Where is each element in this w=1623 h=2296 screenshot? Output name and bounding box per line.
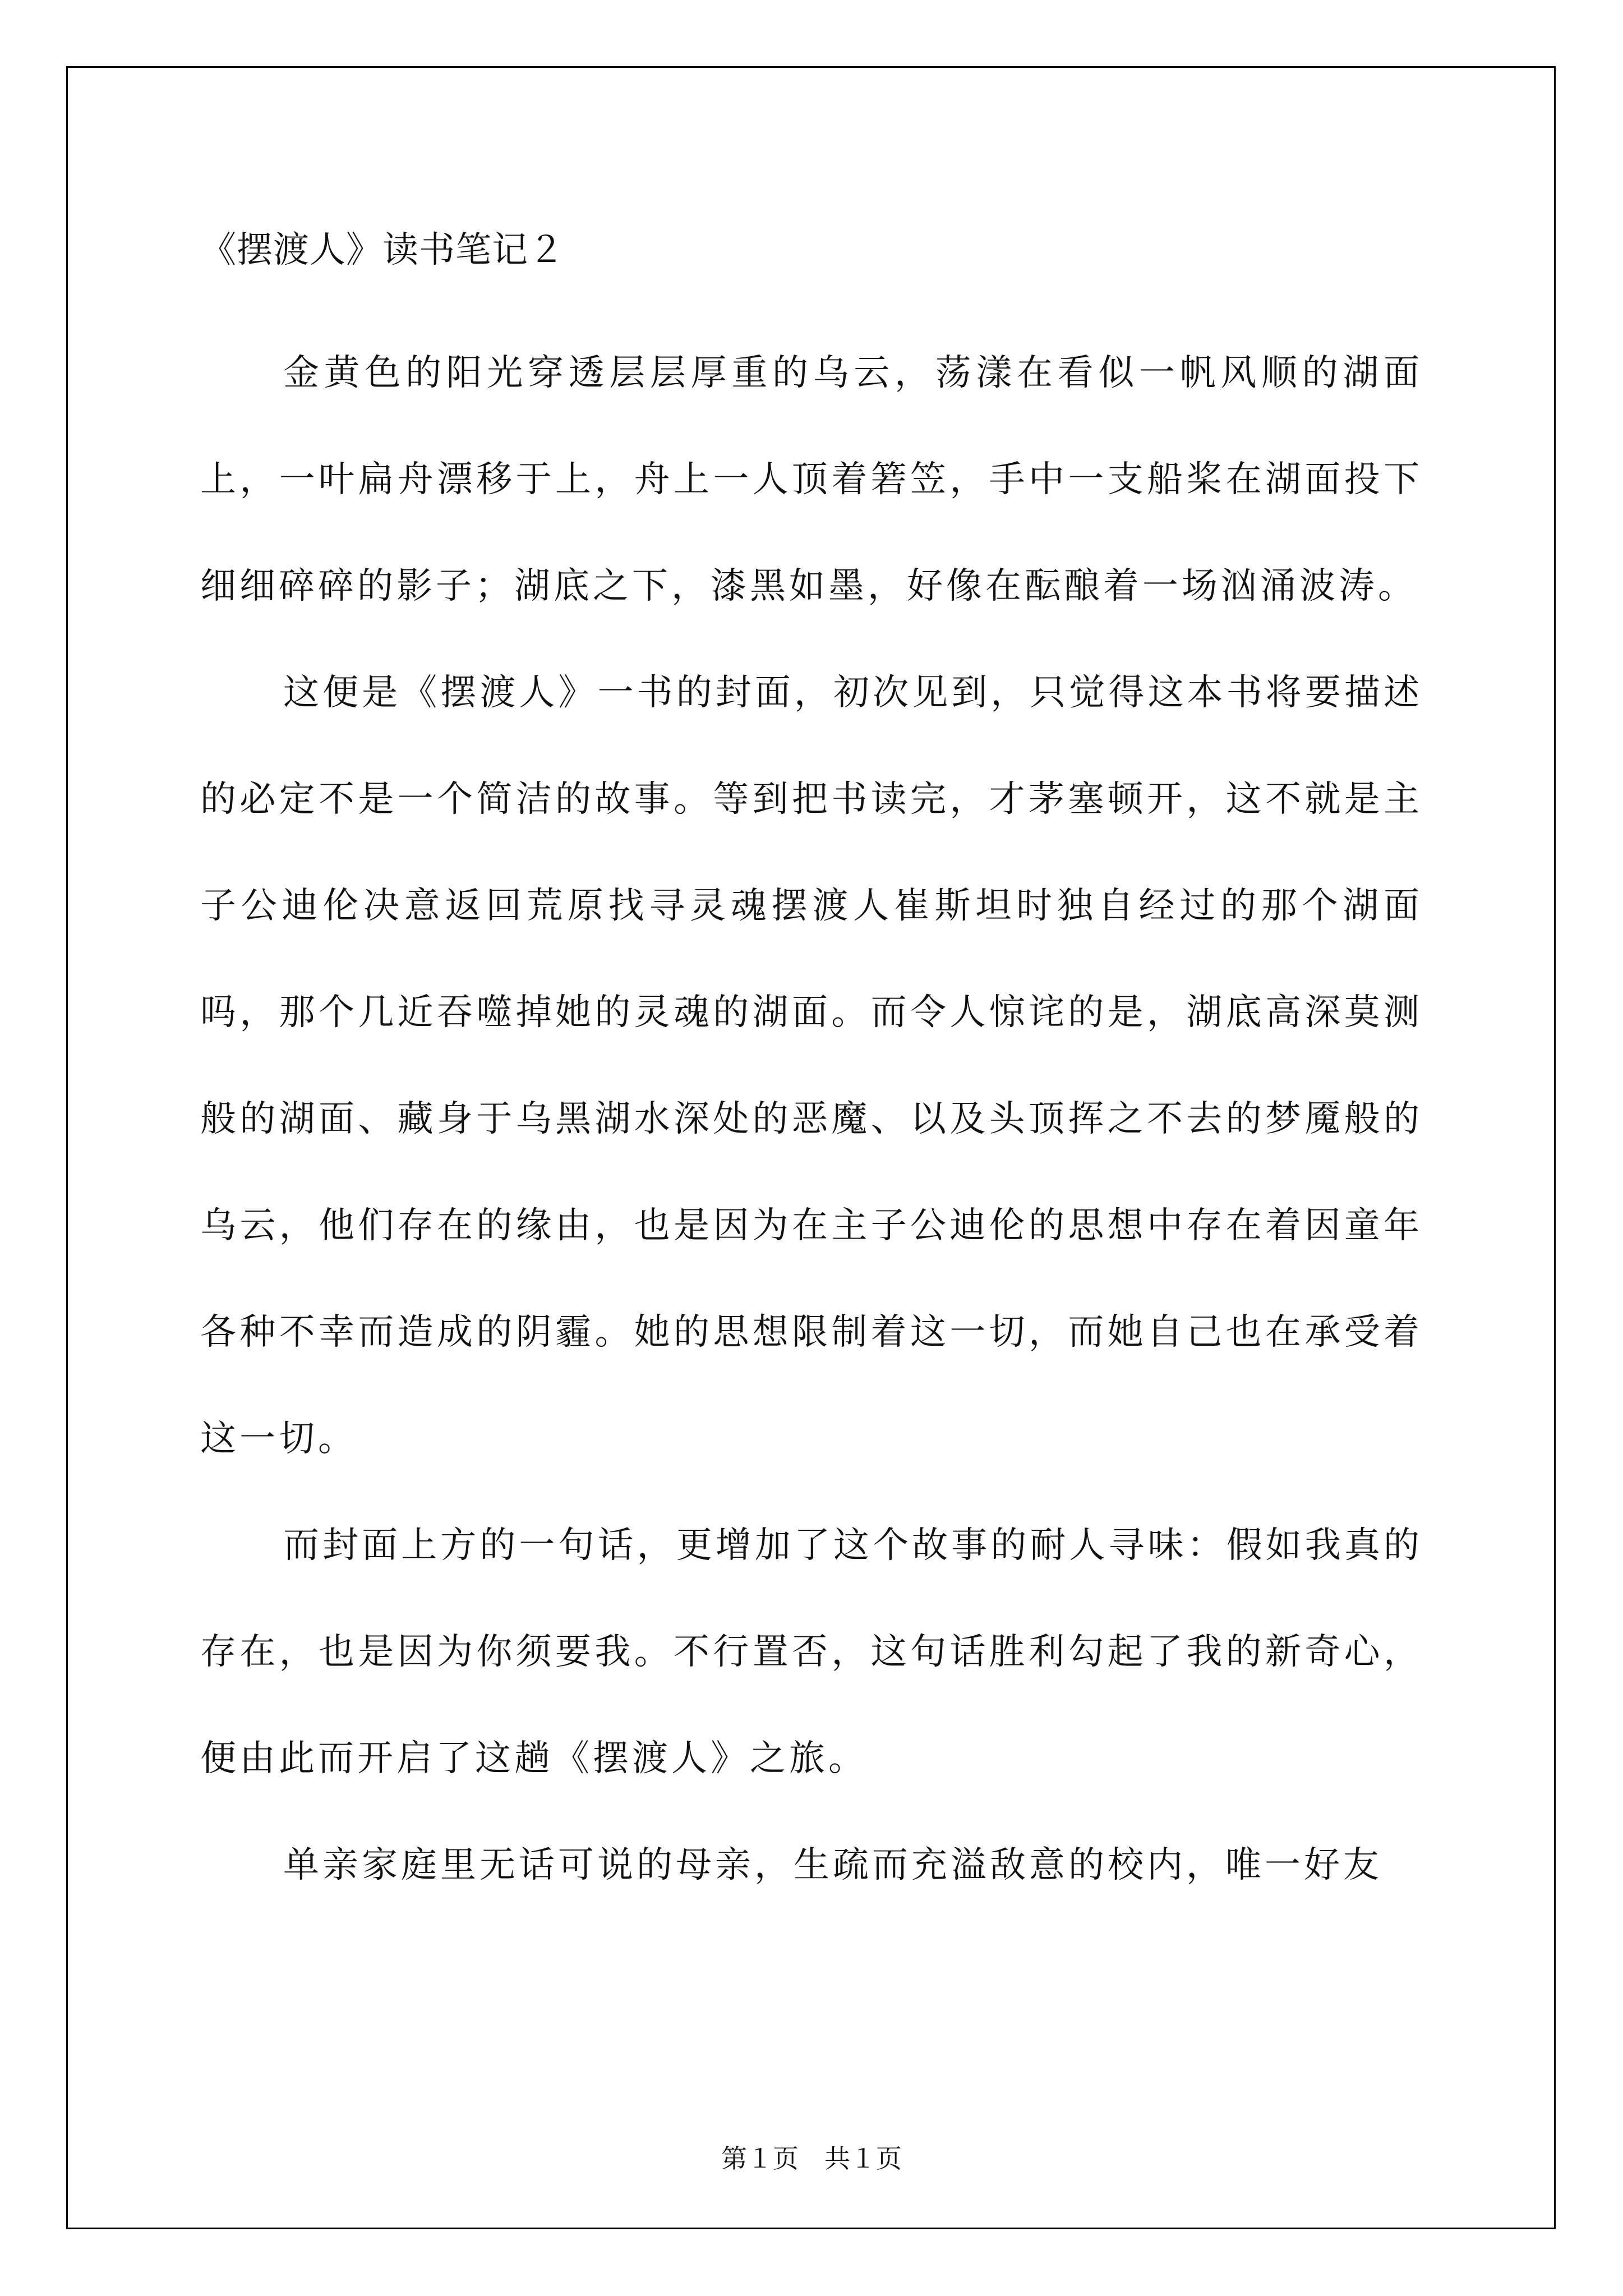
page-footer: 第１页 共１页 <box>721 2143 902 2174</box>
document-body <box>200 213 1423 1918</box>
paragraph-2: 这便是《摆渡人》一书的封面，初次见到，只觉得这本书将要描述的必定不是一个简洁的故事。等到把书读完，才茅塞顿开，这不就是主子公迪伦决意返回荒原找寻灵魂摆渡人崔斯坦时独自经过的那个湖面吗，那个几近吞噬掉她的灵魂的湖面。而令人惊诧的是，湖底高深莫测般的湖面、藏身于乌黑湖水深处的恶魔、以及头顶挥之不去的梦魇般的乌云，他们存在的缘由，也是因为在主子公迪伦的思想中存在着因童年各种不幸而造成的阴霾。她的思想限制着这一切，而她自己也在承受着这一切。 <box>200 672 1423 1460</box>
document-title: 《摆渡人》读书笔记２ <box>200 229 565 271</box>
paragraph-1: 金黄色的阳光穿透层层厚重的乌云，荡漾在看似一帆风顺的湖面上，一叶扁舟漂移于上，舟上一人顶着箬笠，手中一支船桨在湖面投下细细碎碎的影子；湖底之下，漆黑如墨，好像在酝酿着一场汹涌波涛。 <box>200 352 1423 607</box>
paragraph-3: 而封面上方的一句话，更增加了这个故事的耐人寻味：假如我真的存在，也是因为你须要我。不行置否，这句话胜利勾起了我的新奇心，便由此而开启了这趟《摆渡人》之旅。 <box>200 1525 1423 1779</box>
paragraph-4: 单亲家庭里无话可说的母亲，生疏而充溢敌意的校内，唯一好友 <box>283 1844 1382 1886</box>
